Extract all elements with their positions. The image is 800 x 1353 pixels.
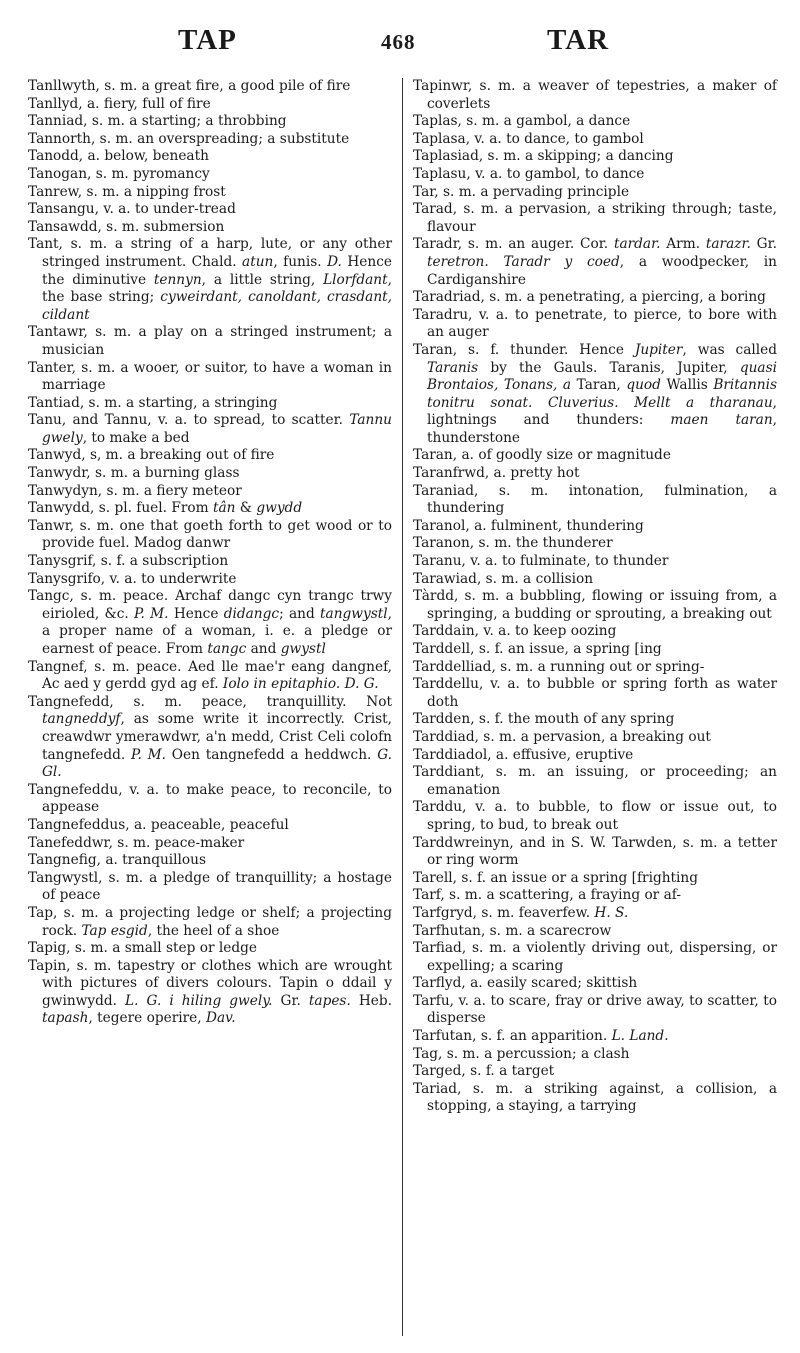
- definition-text: , funis.: [273, 253, 328, 270]
- headword: Tanysgrifo,: [28, 570, 106, 587]
- italic-text: tangneddyf: [42, 711, 121, 728]
- dictionary-entry: [413, 1081, 777, 1116]
- definition-text: v. a. to scare, fray or drive away, to scatter, to disperse: [427, 992, 777, 1027]
- definition-text: ; and: [279, 605, 321, 622]
- italic-text: tân: [212, 500, 236, 517]
- headword: Tap,: [28, 904, 58, 921]
- dictionary-entry: [28, 835, 392, 853]
- dictionary-entry: [413, 870, 777, 888]
- definition-text: s. m. a starting, a stringing: [84, 394, 278, 411]
- headword: Tardden,: [413, 711, 475, 728]
- dictionary-entry: [413, 483, 777, 518]
- dictionary-entry: [413, 993, 777, 1028]
- definition-text: and in S. W. Tarwden, s. m. a tetter or ring worm: [427, 834, 777, 869]
- dictionary-entry: [413, 342, 777, 448]
- definition-text: Hence the diminutive: [42, 253, 392, 288]
- dictionary-entry: [413, 905, 777, 923]
- header-left-guide-word: TAP: [178, 24, 237, 56]
- headword: Tangnefig,: [28, 852, 101, 869]
- italic-text: gwydd: [256, 500, 303, 517]
- dictionary-entry: [413, 975, 777, 993]
- italic-text: Llorfdant: [323, 271, 388, 288]
- headword: Tant,: [28, 236, 63, 253]
- headword: Tarddiadol,: [413, 746, 492, 763]
- dictionary-entry: [28, 324, 392, 359]
- definition-text: s. m. peace-maker: [112, 834, 245, 851]
- italic-text: Taradr y coed: [503, 253, 620, 270]
- header-right-guide-word: TAR: [547, 24, 610, 56]
- headword: Tanwydyn,: [28, 482, 103, 499]
- definition-text: s. m. a small step or ledge: [70, 940, 257, 957]
- definition-text: , to make a bed: [82, 429, 190, 446]
- definition-text: s. m. a collision: [481, 570, 594, 587]
- dictionary-entry: [413, 553, 777, 571]
- headword: Tarfu,: [413, 992, 455, 1009]
- headword: Taradr,: [413, 236, 463, 253]
- definition-text: s. m. a penetrating, a piercing, a boring: [484, 289, 766, 306]
- definition-text: s. m. a weaver of tepestries, a maker of coverlets: [427, 78, 777, 112]
- definition-text: s. m. tapestry or clothes which are wrought with pictures of divers colours. Tapin o ddail y gwinwydd.: [42, 957, 392, 1009]
- definition-text: s. m. the thunderer: [474, 535, 613, 552]
- headword: Taran,: [413, 341, 458, 358]
- definition-text: , lightnings and thunders:: [427, 394, 777, 429]
- italic-text: Tap esgid: [81, 922, 148, 939]
- headword: Tansangu,: [28, 201, 99, 218]
- definition-text: , a proper name of a woman, i. e. a pledge or earnest of peace. From: [42, 605, 392, 657]
- italic-text: maen taran: [670, 412, 773, 429]
- headword: Tangwystl,: [28, 869, 103, 886]
- definition-text: s. m. feaverfew.: [477, 904, 595, 921]
- definition-text: s. m. peace. Aed lle mae'r eang dangnef, Ac aed y gerdd gyd ag ef.: [42, 658, 392, 693]
- dictionary-entry: [413, 571, 777, 589]
- headword: Tarddain,: [413, 623, 479, 640]
- dictionary-entry: [413, 729, 777, 747]
- italic-text: tarazr.: [705, 236, 751, 253]
- headword: Taradriad,: [413, 289, 485, 306]
- dictionary-entry: [413, 641, 777, 659]
- dictionary-entry: [413, 659, 777, 677]
- dictionary-entry: [28, 571, 392, 589]
- dictionary-entry: [413, 535, 777, 553]
- definition-text: s. m. an auger. Cor.: [462, 236, 614, 253]
- dictionary-entry: [28, 905, 392, 940]
- dictionary-entry: [413, 835, 777, 870]
- headword: Tarddwreinyn,: [413, 834, 514, 851]
- headword: Tantiad,: [28, 394, 85, 411]
- headword: Tar,: [413, 183, 439, 200]
- italic-text: tangwystl: [320, 605, 388, 622]
- definition-text: a. below, beneath: [83, 148, 209, 165]
- dictionary-entry: [28, 465, 392, 483]
- definition-text: , was called: [682, 341, 777, 358]
- headword: Tapin,: [28, 957, 71, 974]
- dictionary-entry: [28, 659, 392, 694]
- dictionary-entry: [28, 817, 392, 835]
- headword: Tanodd,: [28, 148, 84, 165]
- definition-text: a. effusive, eruptive: [491, 746, 634, 763]
- definition-text: s. m. a starting; a throbbing: [87, 113, 287, 130]
- dictionary-entry: [413, 148, 777, 166]
- dictionary-entry: [413, 588, 777, 623]
- headword: Tangnefeddus,: [28, 816, 130, 833]
- definition-text: s. m. a scarecrow: [485, 922, 612, 939]
- headword: Tarfgryd,: [413, 904, 477, 921]
- headword: Tarfutan,: [413, 1028, 477, 1045]
- dictionary-entry: [28, 412, 392, 447]
- definition-text: s. m. submersion: [101, 218, 225, 235]
- headword: Tangnef,: [28, 658, 88, 675]
- dictionary-entry: [28, 201, 392, 219]
- headword: Tarflyd,: [413, 975, 466, 992]
- definition-text: Oen tangnefedd a heddwch.: [165, 746, 378, 763]
- definition-text: s. m. a fiery meteor: [102, 482, 242, 499]
- italic-text: Britannis tonitru sonat. Cluverius. Mellt a tharanau: [427, 377, 777, 411]
- dictionary-entry: [413, 465, 777, 483]
- dictionary-entry: [413, 623, 777, 641]
- definition-text: Arm.: [660, 236, 706, 253]
- definition-text: Gr.: [272, 992, 309, 1009]
- definition-text: , tegere operire,: [88, 1010, 206, 1027]
- definition-text: s. m. a wooer, or suitor, to have a woman in marriage: [42, 359, 392, 394]
- definition-text: , as some write it incorrectly. Crist, creawdwr ymerawdwr, a'n medd, Crist Celi colofn tangnefedd.: [42, 711, 392, 763]
- dictionary-entry: [413, 1046, 777, 1064]
- definition-text: s. m. a gambol, a dance: [461, 113, 631, 130]
- definition-text: v. a. to dance, to gambol: [470, 130, 644, 147]
- headword: Taradru,: [413, 306, 473, 323]
- definition-text: v. a. to gambol, to dance: [470, 165, 645, 182]
- definition-text: Gr.: [750, 236, 777, 253]
- dictionary-entry: [413, 747, 777, 765]
- italic-text: D.: [327, 253, 342, 270]
- headword: Tanllwyth,: [28, 78, 100, 94]
- dictionary-entry: [28, 184, 392, 202]
- headword: Taran,: [413, 447, 458, 464]
- dictionary-entry: [28, 219, 392, 237]
- definition-text: s, m. a breaking out of fire: [85, 447, 275, 464]
- headword: Tag,: [413, 1045, 443, 1062]
- headword: Tarf,: [413, 887, 445, 904]
- italic-text: Taranis: [427, 359, 479, 376]
- dictionary-entry: [413, 131, 777, 149]
- dictionary-entry: [28, 148, 392, 166]
- headword: Tanwydr,: [28, 465, 91, 482]
- headword: Tannorth,: [28, 130, 96, 147]
- headword: Taplasiad,: [413, 148, 484, 165]
- headword: Tàrdd,: [413, 588, 459, 605]
- definition-text: [489, 254, 504, 270]
- dictionary-entry: [413, 78, 777, 113]
- dictionary-entry: [413, 236, 777, 289]
- italic-text: G. Gl.: [42, 746, 392, 781]
- definition-text: a. tranquillous: [100, 852, 206, 869]
- headword: Tarfiad,: [413, 940, 467, 957]
- definition-text: s. m. pyromancy: [91, 165, 210, 182]
- dictionary-entry: [28, 553, 392, 571]
- dictionary-entry: [28, 500, 392, 518]
- dictionary-entry: [28, 483, 392, 501]
- definition-text: Taran,: [571, 377, 627, 394]
- definition-text: , the heel of a shoe: [147, 922, 280, 939]
- dictionary-entry: [28, 236, 392, 324]
- italic-text: tennyn: [153, 271, 202, 288]
- headword: Targed,: [413, 1063, 466, 1080]
- dictionary-entry: [28, 694, 392, 782]
- definition-text: v. a. to make peace, to reconcile, to appease: [42, 781, 392, 816]
- definition-text: v. a. to bubble or spring forth as water doth: [427, 676, 777, 710]
- definition-text: a. pretty hot: [489, 465, 580, 482]
- definition-text: s. m. a great fire, a good pile of fire: [99, 78, 351, 94]
- definition-text: s. f. the mouth of any spring: [474, 711, 675, 728]
- definition-text: Wallis: [660, 377, 714, 394]
- left-column: [28, 78, 392, 1028]
- page-number: 468: [381, 30, 416, 54]
- headword: Tapinwr,: [413, 78, 473, 94]
- dictionary-entry: [28, 518, 392, 553]
- definition-text: s. pl. fuel. From: [94, 500, 213, 517]
- italic-text: tangc: [207, 641, 247, 657]
- definition-text: , a woodpecker, in Cardiganshire: [427, 253, 777, 288]
- headword: Tanter,: [28, 359, 77, 376]
- definition-text: s. m. a striking against, a collision, a stopping, a staying, a tarrying: [427, 1080, 777, 1115]
- right-column: [413, 78, 777, 1116]
- definition-text: s. f. thunder. Hence: [457, 341, 635, 358]
- italic-text: Jupiter: [634, 341, 683, 358]
- definition-text: a. easily scared; skittish: [465, 975, 638, 992]
- definition-text: s. m. a bubbling, flowing or issuing from, a springing, a budding or sprouting, a breaking out: [427, 588, 777, 622]
- dictionary-entry: [28, 78, 392, 96]
- definition-text: s. m. a violently driving out, dispersing, or expelling; a scaring: [427, 940, 777, 974]
- headword: Tarad,: [413, 201, 458, 218]
- definition-text: s. m. a projecting ledge or shelf; a projecting rock.: [42, 904, 392, 939]
- definition-text: v. a. to keep oozing: [479, 623, 617, 640]
- italic-text: P. M.: [134, 605, 169, 622]
- italic-text: Dav.: [205, 1010, 236, 1027]
- definition-text: s. m. one that goeth forth to get wood or to provide fuel. Madog danwr: [42, 517, 392, 552]
- headword: Tansawdd,: [28, 218, 102, 235]
- dictionary-entry: [413, 799, 777, 834]
- headword: Taplasu,: [413, 165, 471, 182]
- definition-text: s. m. a pledge of tranquillity; a hostage of peace: [42, 869, 392, 904]
- italic-text: quasi Brontaios, Tonans, a: [427, 359, 777, 394]
- italic-text: Iolo in epitaphio. D. G.: [222, 676, 379, 693]
- definition-text: and: [246, 641, 281, 657]
- definition-text: by the Gauls. Taranis, Jupiter,: [478, 359, 740, 376]
- italic-text: H. S.: [594, 904, 629, 921]
- dictionary-entry: [413, 289, 777, 307]
- definition-text: s. m. an overspreading; a substitute: [95, 130, 350, 147]
- running-header: [0, 24, 800, 64]
- headword: Tapig,: [28, 940, 71, 957]
- dictionary-entry: [28, 166, 392, 184]
- definition-text: v. a. to underwrite: [105, 570, 237, 587]
- dictionary-entry: [413, 1028, 777, 1046]
- definition-text: s. m. a string of a harp, lute, or any other stringed instrument. Chald.: [42, 236, 392, 270]
- definition-text: s. m. a percussion; a clash: [442, 1045, 630, 1062]
- italic-text: gwystl: [280, 641, 326, 657]
- dictionary-entry: [413, 764, 777, 799]
- dictionary-entry: [413, 923, 777, 941]
- definition-text: s. m. a burning glass: [90, 465, 240, 482]
- dictionary-entry: [413, 518, 777, 536]
- definition-text: s. m. a scattering, a fraying or af-: [444, 887, 681, 904]
- italic-text: quod: [626, 377, 661, 394]
- dictionary-entry: [413, 711, 777, 729]
- dictionary-entry: [28, 447, 392, 465]
- headword: Tarddell,: [413, 641, 475, 657]
- headword: Tanwyd,: [28, 447, 86, 464]
- headword: Taranol,: [413, 517, 470, 534]
- headword: Taranfrwd,: [413, 465, 490, 482]
- definition-text: s. m. a pervasion, a breaking out: [478, 728, 711, 745]
- headword: Taranon,: [413, 535, 475, 552]
- definition-text: s. m. an issuing, or proceeding; an emanation: [427, 764, 777, 798]
- dictionary-entry: [413, 113, 777, 131]
- dictionary-entry: [413, 676, 777, 711]
- italic-text: didangc: [223, 605, 280, 622]
- dictionary-entry: [28, 96, 392, 114]
- italic-text: tapes.: [308, 992, 351, 1009]
- italic-text: cyweirdant, canoldant, crasdant, cildant: [42, 289, 392, 323]
- headword: Tarddelliad,: [413, 658, 496, 675]
- dictionary-entry: [413, 201, 777, 236]
- definition-text: and Tannu, v. a. to spread, to scatter.: [66, 412, 350, 429]
- definition-text: a. of goodly size or magnitude: [457, 447, 671, 464]
- dictionary-entry: [413, 940, 777, 975]
- headword: Taranu,: [413, 553, 466, 570]
- dictionary-entry: [28, 360, 392, 395]
- headword: Tanefeddwr,: [28, 834, 113, 851]
- dictionary-entry: [28, 113, 392, 131]
- headword: Tarddellu,: [413, 676, 484, 693]
- dictionary-entry: [28, 395, 392, 413]
- headword: Tarddiant,: [413, 764, 485, 781]
- headword: Tarell,: [413, 869, 457, 886]
- dictionary-entry: [28, 870, 392, 905]
- headword: Tarfhutan,: [413, 922, 486, 939]
- headword: Taplasa,: [413, 130, 471, 147]
- headword: Tariad,: [413, 1080, 462, 1097]
- dictionary-entry: [413, 166, 777, 184]
- definition-text: a. fiery, full of fire: [82, 95, 211, 112]
- headword: Tantawr,: [28, 324, 88, 341]
- italic-text: L. Land.: [611, 1028, 669, 1045]
- definition-text: v. a. to under-tread: [98, 201, 236, 218]
- headword: Taraniad,: [413, 482, 479, 499]
- italic-text: Tannu gwely: [42, 412, 392, 446]
- dictionary-entry: [413, 1063, 777, 1081]
- headword: Tanwydd,: [28, 500, 95, 517]
- headword: Taplas,: [413, 113, 462, 130]
- headword: Tangc,: [28, 588, 74, 605]
- headword: Tanwr,: [28, 517, 75, 534]
- definition-text: Heb.: [350, 992, 392, 1009]
- definition-text: v. a. to penetrate, to pierce, to bore with an auger: [427, 306, 777, 341]
- dictionary-entry: [28, 940, 392, 958]
- headword: Tanrew,: [28, 183, 83, 200]
- dictionary-entry: [413, 184, 777, 202]
- headword: Tarddiad,: [413, 728, 479, 745]
- definition-text: , thunderstone: [427, 412, 777, 446]
- dictionary-entry: [28, 588, 392, 658]
- definition-text: v. a. to bubble, to flow or issue out, to spring, to bud, to break out: [427, 799, 777, 833]
- definition-text: s. m. a running out or spring-: [495, 658, 705, 675]
- definition-text: s. f. an issue or a spring [frighting: [456, 869, 698, 886]
- headword: Tanu,: [28, 412, 67, 429]
- italic-text: teretron.: [427, 253, 489, 270]
- definition-text: s. m. peace, tranquillity. Not: [113, 693, 392, 710]
- dictionary-entry: [28, 131, 392, 149]
- italic-text: atun: [242, 253, 274, 270]
- definition-text: s. m. a play on a stringed instrument; a musician: [42, 324, 392, 358]
- definition-text: s. f. an apparition.: [476, 1028, 612, 1045]
- definition-text: v. a. to fulminate, to thunder: [465, 553, 669, 570]
- column-divider: [402, 78, 403, 1336]
- definition-text: s. m. a nipping frost: [82, 183, 226, 200]
- definition-text: s. m. a pervasion, a striking through; taste, flavour: [427, 201, 777, 235]
- headword: Tanysgrif,: [28, 553, 97, 570]
- definition-text: s. m. intonation, fulmination, a thundering: [427, 482, 777, 517]
- headword: Tarddu,: [413, 799, 467, 816]
- dictionary-entry: [413, 887, 777, 905]
- italic-text: tapash: [42, 1010, 89, 1027]
- definition-text: Hence: [168, 605, 224, 622]
- headword: Tarawiad,: [413, 570, 482, 587]
- definition-text: s. m. a pervading principle: [438, 183, 630, 200]
- italic-text: tardar.: [613, 236, 661, 253]
- definition-text: , a little string,: [201, 271, 324, 288]
- definition-text: &: [235, 500, 257, 517]
- italic-text: P. M.: [131, 746, 166, 763]
- definition-text: s. f. a target: [465, 1063, 555, 1080]
- definition-text: a. peaceable, peaceful: [129, 816, 289, 833]
- definition-text: s. m. a skipping; a dancing: [483, 148, 674, 165]
- headword: Tanogan,: [28, 165, 92, 182]
- headword: Tanllyd,: [28, 95, 83, 112]
- definition-text: s. m. peace. Archaf dangc cyn trangc trwy eirioled, &c.: [42, 588, 392, 622]
- definition-text: , the base string;: [42, 271, 392, 306]
- definition-text: a. fulminent, thundering: [469, 517, 644, 534]
- italic-text: L. G. i hiling gwely.: [125, 992, 273, 1009]
- dictionary-entry: [28, 852, 392, 870]
- headword: Tangnefeddu,: [28, 781, 123, 798]
- dictionary-entry: [413, 307, 777, 342]
- dictionary-entry: [28, 958, 392, 1028]
- definition-text: s. f. a subscription: [96, 553, 229, 570]
- headword: Tangnefedd,: [28, 693, 114, 710]
- headword: Tanniad,: [28, 113, 88, 130]
- definition-text: s. f. an issue, a spring [ing: [474, 641, 662, 657]
- dictionary-entry: [413, 447, 777, 465]
- dictionary-entry: [28, 782, 392, 817]
